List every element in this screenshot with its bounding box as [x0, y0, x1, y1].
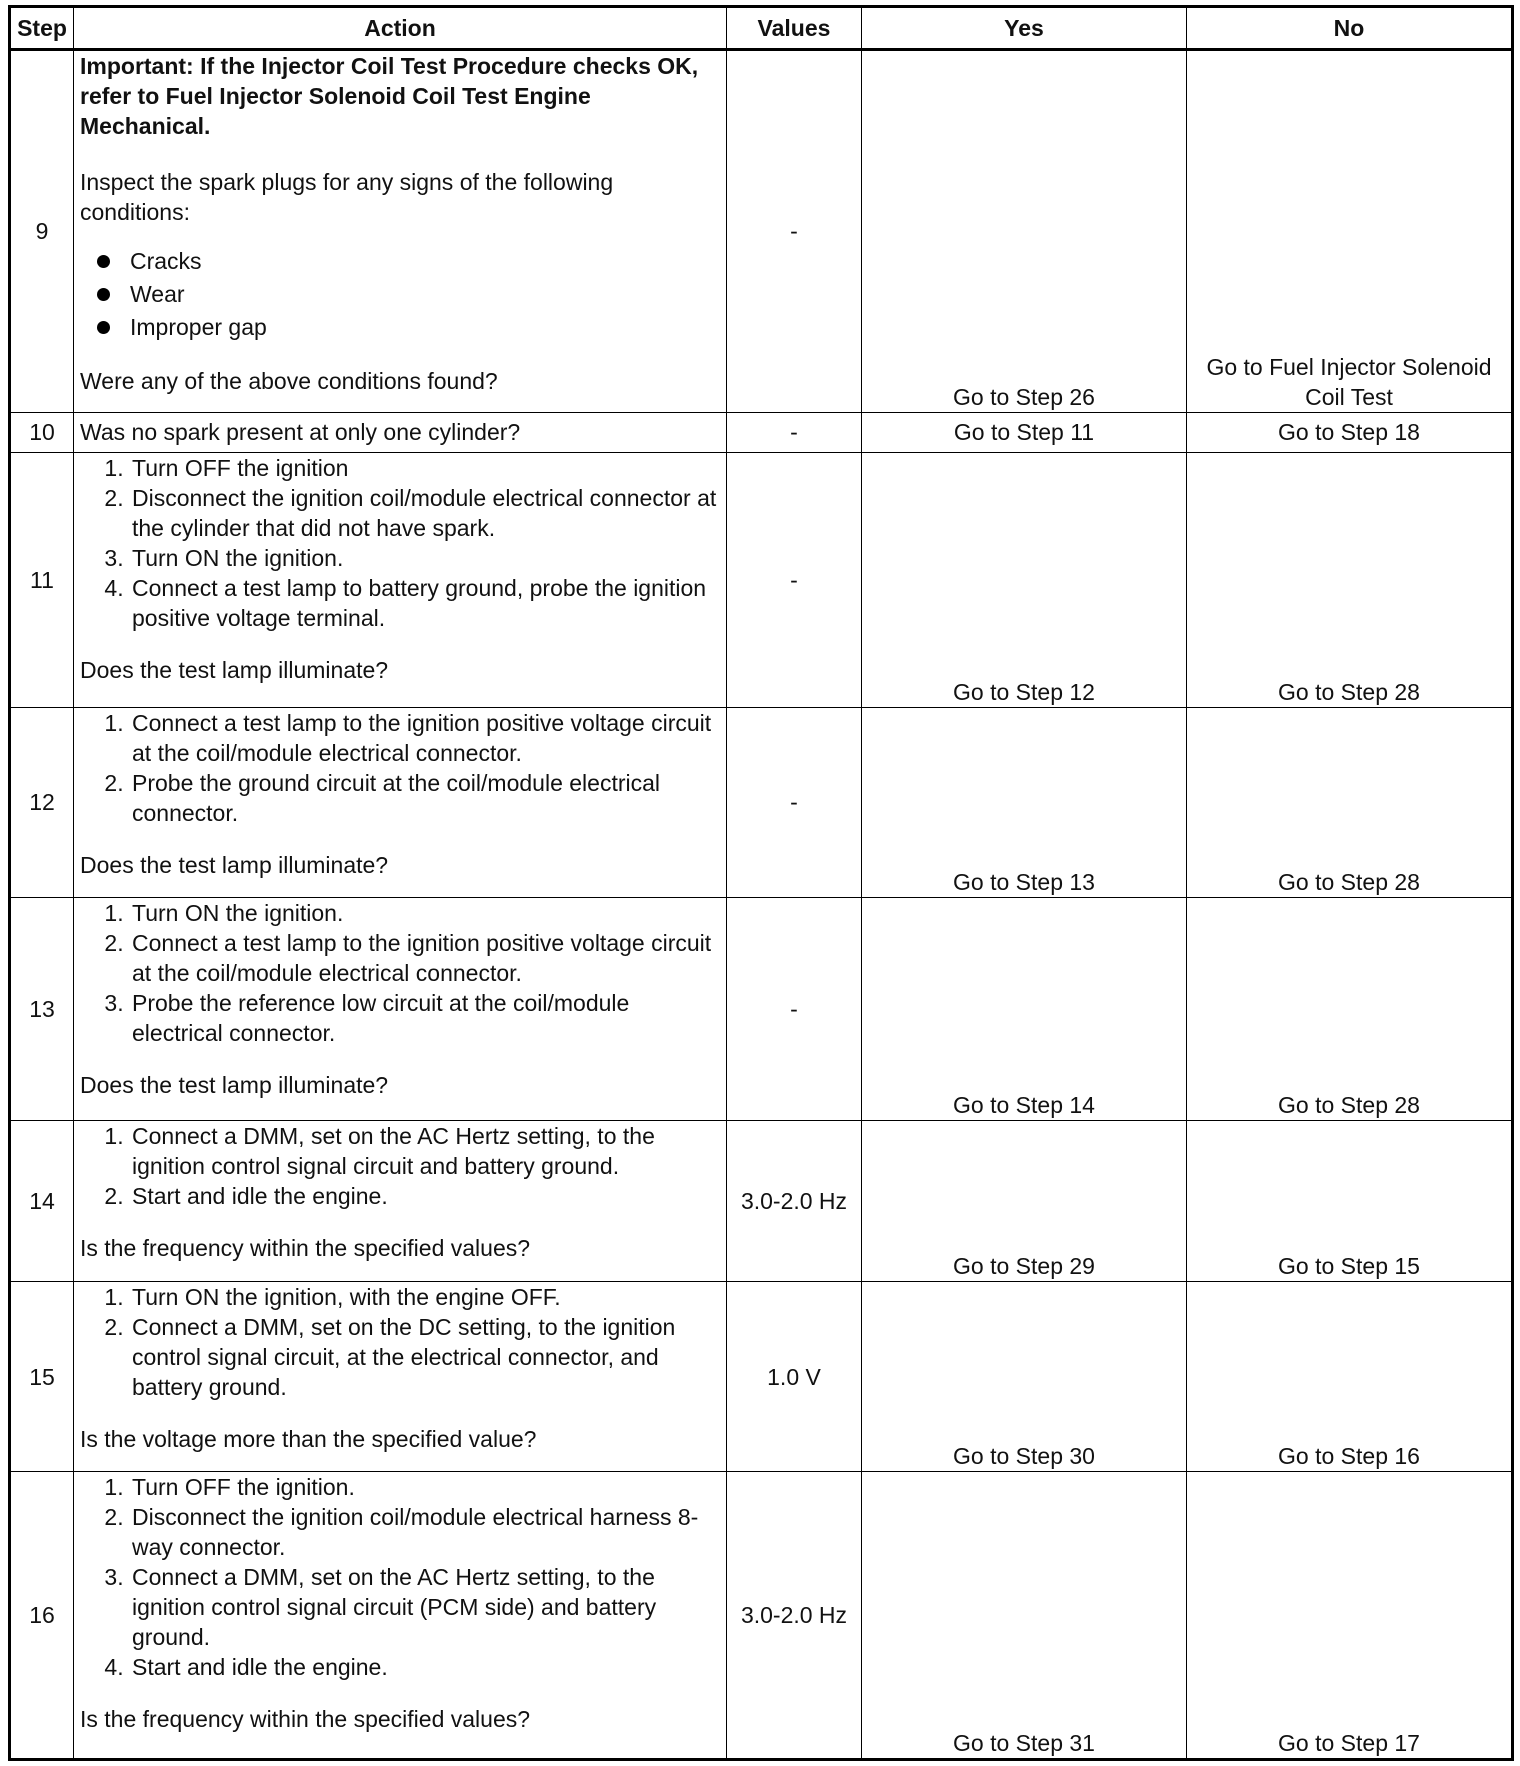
yes-cell: Go to Step 13 — [862, 707, 1187, 897]
action-cell — [74, 1472, 727, 1760]
yes-cell: Go to Step 30 — [862, 1281, 1187, 1471]
no-cell: Go to Step 15 — [1187, 1121, 1513, 1281]
action-question: Does the test lamp illuminate? — [80, 851, 389, 878]
header-step: Step — [10, 7, 74, 50]
table-row — [10, 1472, 1513, 1760]
list-item: 4. Connect a test lamp to battery ground, probe the ignition positive voltage terminal. — [130, 573, 720, 633]
list-item: 2. Start and idle the engine. — [130, 1181, 720, 1211]
list-item: 1. Turn OFF the ignition — [130, 453, 720, 483]
action-cell — [74, 1281, 727, 1471]
procedure-list — [80, 453, 720, 633]
list-item: Wear — [130, 278, 720, 311]
header-row — [10, 7, 1513, 50]
action-cell — [74, 452, 727, 707]
yes-cell: Go to Step 31 — [862, 1472, 1187, 1760]
no-cell: Go to Step 17 — [1187, 1472, 1513, 1760]
yes-cell: Go to Step 26 — [862, 50, 1187, 413]
action-question: Does the test lamp illuminate? — [80, 1071, 389, 1098]
step-number: 16 — [10, 1472, 74, 1760]
action-cell — [74, 1121, 727, 1281]
values-cell: 3.0-2.0 Hz — [727, 1472, 862, 1760]
no-cell: Go to Step 28 — [1187, 452, 1513, 707]
list-item: 1. Turn ON the ignition. — [130, 898, 720, 928]
procedure-list — [80, 898, 720, 1048]
header-no: No — [1187, 7, 1513, 50]
list-item: 1. Turn ON the ignition, with the engine OFF. — [130, 1282, 720, 1312]
important-note: Important: If the Injector Coil Test Procedure checks OK, refer to Fuel Injector Solenoid Coil Test Engine Mechanical. — [80, 53, 699, 139]
no-cell: Go to Step 16 — [1187, 1281, 1513, 1471]
values-cell: - — [727, 50, 862, 413]
action-question: Is the frequency within the specified values? — [80, 1235, 531, 1262]
header-values: Values — [727, 7, 862, 50]
header-action: Action — [74, 7, 727, 50]
action-question: Were any of the above conditions found? — [80, 368, 498, 394]
list-item: 2. Connect a test lamp to the ignition positive voltage circuit at the coil/module electrical connector. — [130, 928, 720, 988]
yes-cell: Go to Step 14 — [862, 897, 1187, 1121]
condition-list — [80, 245, 720, 344]
no-cell: Go to Step 18 — [1187, 412, 1513, 452]
values-cell: 1.0 V — [727, 1281, 862, 1471]
action-lead: Inspect the spark plugs for any signs of the following conditions: — [80, 169, 614, 225]
list-item: 1. Connect a DMM, set on the AC Hertz setting, to the ignition control signal circuit and battery ground. — [130, 1121, 720, 1181]
step-number: 12 — [10, 707, 74, 897]
action-question: Is the frequency within the specified values? — [80, 1706, 531, 1733]
table-row — [10, 452, 1513, 707]
list-item: Cracks — [130, 245, 720, 278]
values-cell: - — [727, 412, 862, 452]
list-item: Improper gap — [130, 311, 720, 344]
header-yes: Yes — [862, 7, 1187, 50]
procedure-list — [80, 1472, 720, 1682]
table-row — [10, 897, 1513, 1121]
yes-cell: Go to Step 12 — [862, 452, 1187, 707]
action-cell — [74, 50, 727, 413]
no-cell: Go to Fuel Injector Solenoid Coil Test — [1187, 50, 1513, 413]
step-number: 14 — [10, 1121, 74, 1281]
no-cell: Go to Step 28 — [1187, 707, 1513, 897]
list-item: 2. Connect a DMM, set on the DC setting, to the ignition control signal circuit, at the electrical connector, and battery ground. — [130, 1312, 720, 1402]
procedure-list — [80, 1121, 720, 1211]
list-item: 3. Probe the reference low circuit at the coil/module electrical connector. — [130, 988, 720, 1048]
step-number: 10 — [10, 412, 74, 452]
table-row — [10, 707, 1513, 897]
list-item: 4. Start and idle the engine. — [130, 1652, 720, 1682]
action-cell — [74, 707, 727, 897]
table-row — [10, 412, 1513, 452]
values-cell: - — [727, 452, 862, 707]
action-question: Is the voltage more than the specified value? — [80, 1425, 537, 1452]
table-row — [10, 50, 1513, 413]
step-number: 11 — [10, 452, 74, 707]
list-item: 1. Turn OFF the ignition. — [130, 1472, 720, 1502]
yes-cell: Go to Step 11 — [862, 412, 1187, 452]
no-cell: Go to Step 28 — [1187, 897, 1513, 1121]
values-cell: - — [727, 707, 862, 897]
table-row — [10, 1281, 1513, 1471]
action-question: Does the test lamp illuminate? — [80, 656, 389, 683]
list-item: 3. Turn ON the ignition. — [130, 543, 720, 573]
step-number: 13 — [10, 897, 74, 1121]
diagnostic-table — [8, 5, 1514, 1761]
list-item: 3. Connect a DMM, set on the AC Hertz setting, to the ignition control signal circuit (PCM side) and battery ground. — [130, 1562, 720, 1652]
diagnostic-table-sheet — [8, 5, 1511, 1761]
table-row — [10, 1121, 1513, 1281]
list-item: 1. Connect a test lamp to the ignition positive voltage circuit at the coil/module electrical connector. — [130, 708, 720, 768]
list-item: 2. Probe the ground circuit at the coil/module electrical connector. — [130, 768, 720, 828]
step-number: 15 — [10, 1281, 74, 1471]
step-number: 9 — [10, 50, 74, 413]
action-question: Was no spark present at only one cylinder? — [74, 412, 727, 452]
action-cell — [74, 897, 727, 1121]
values-cell: 3.0-2.0 Hz — [727, 1121, 862, 1281]
values-cell: - — [727, 897, 862, 1121]
yes-cell: Go to Step 29 — [862, 1121, 1187, 1281]
procedure-list — [80, 708, 720, 828]
list-item: 2. Disconnect the ignition coil/module electrical connector at the cylinder that did not have spark. — [130, 483, 720, 543]
list-item: 2. Disconnect the ignition coil/module electrical harness 8-way connector. — [130, 1502, 720, 1562]
procedure-list — [80, 1282, 720, 1402]
